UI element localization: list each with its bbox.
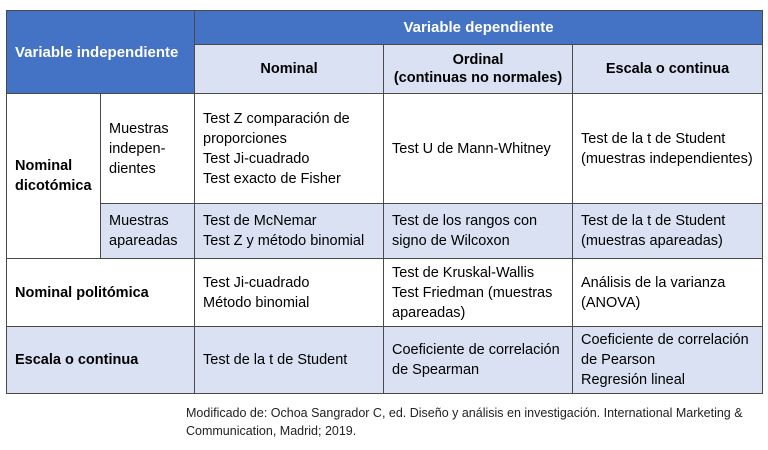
row-label-dichotomous: Nominal dicotómica [7, 94, 101, 259]
header-nominal: Nominal [195, 45, 384, 94]
cell-paired-ordinal: Test de los rangos con signo de Wilcoxon [384, 204, 573, 259]
cell-continuous-ordinal: Coeficiente de correlación de Spearman [384, 327, 573, 394]
header-independent-variable: Variable independiente [7, 11, 195, 94]
header-dependent-variable: Variable dependiente [195, 11, 763, 45]
header-ordinal-line1: Ordinal [452, 52, 504, 68]
row-label-independent-samples: Muestras indepen- dientes [101, 94, 195, 204]
row-label-polytomous: Nominal politómica [7, 259, 195, 327]
row-label-continuous: Escala o continua [7, 327, 195, 394]
header-scale: Escala o continua [573, 45, 763, 94]
cell-polytomous-nominal: Test Ji-cuadrado Método binomial [195, 259, 384, 327]
statistical-tests-table [6, 10, 763, 394]
cell-polytomous-ordinal: Test de Kruskal-Wallis Test Friedman (muestras apareadas) [384, 259, 573, 327]
cell-paired-scale: Test de la t de Student (muestras apareadas) [573, 204, 763, 259]
cell-independent-scale: Test de la t de Student (muestras independientes) [573, 94, 763, 204]
cell-independent-ordinal: Test U de Mann-Whitney [384, 94, 573, 204]
row-label-paired-samples: Muestras apareadas [101, 204, 195, 259]
cell-continuous-nominal: Test de la t de Student [195, 327, 384, 394]
cell-independent-nominal: Test Z comparación de proporciones Test Ji-cuadrado Test exacto de Fisher [195, 94, 384, 204]
header-ordinal-line2: (continuas no normales) [393, 70, 563, 86]
cell-polytomous-scale: Análisis de la varianza (ANOVA) [573, 259, 763, 327]
header-ordinal [384, 45, 573, 94]
cell-continuous-scale: Coeficiente de correlación de Pearson Regresión lineal [573, 327, 763, 394]
cell-paired-nominal: Test de McNemar Test Z y método binomial [195, 204, 384, 259]
source-caption: Modificado de: Ochoa Sangrador C, ed. Diseño y análisis en investigación. International Marketing & Communication, Madrid; 2019. [186, 406, 743, 438]
